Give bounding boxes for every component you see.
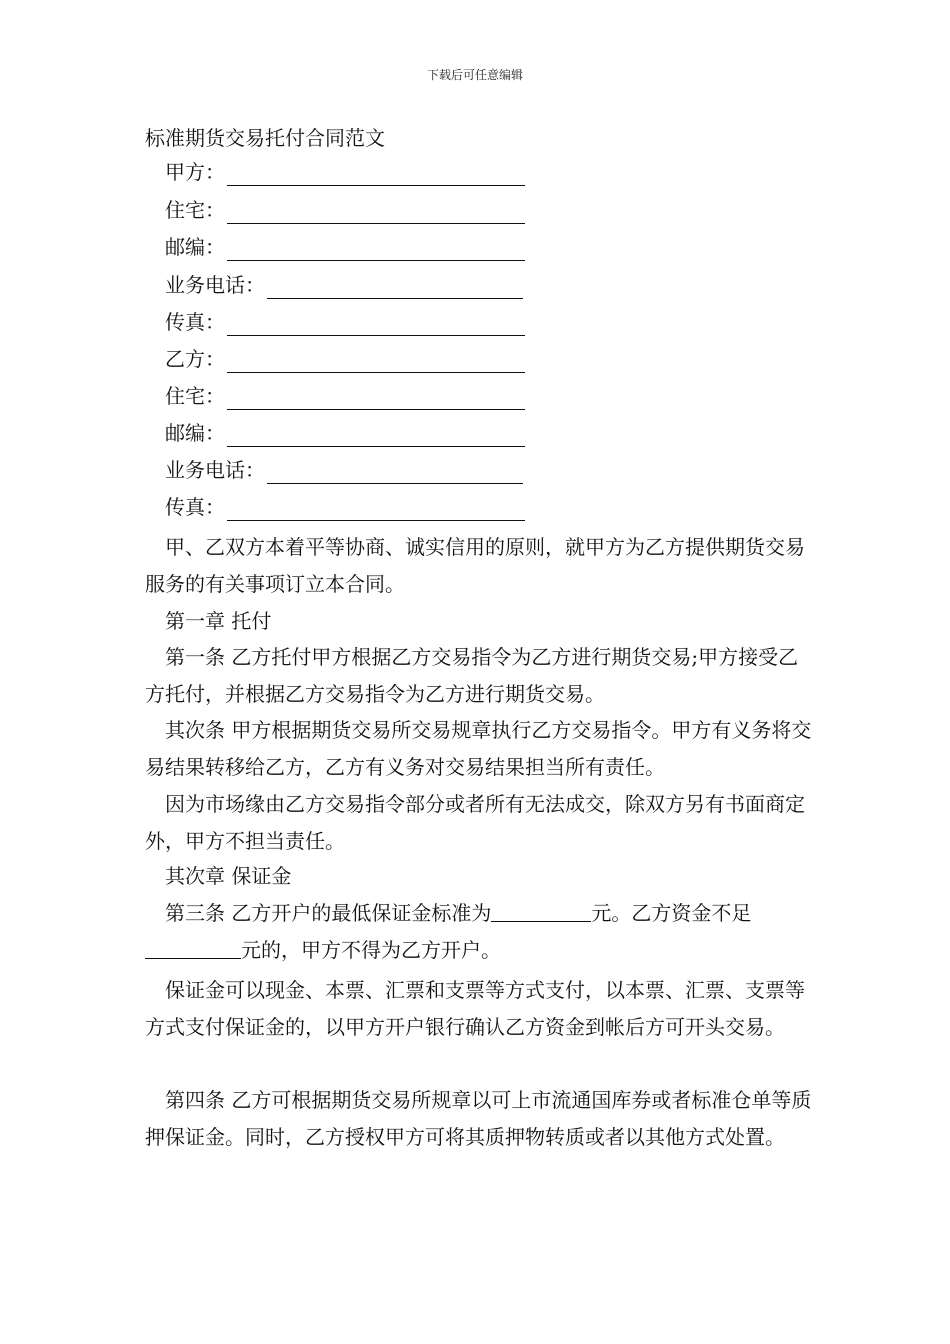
article-3-part-c: 元的，甲方不得为乙方开户。 — [241, 937, 501, 962]
article-2: 其次条 甲方根据期货交易所交易规章执行乙方交易指令。甲方有义务将交易结果转移给乙方，乙方有义务对交易结果担当所有责任。 — [145, 718, 812, 779]
fill-blank — [227, 424, 525, 447]
fill-blank — [227, 163, 525, 186]
liability-paragraph: 因为市场缘由乙方交易指令部分或者所有无法成交，除双方另有书面商定外，甲方不担当责任。 — [145, 792, 805, 853]
fill-blank — [145, 938, 241, 959]
article-3 — [145, 895, 815, 968]
chapter-2-heading: 其次章 保证金 — [165, 864, 292, 888]
fill-blank — [267, 276, 523, 299]
field-label: 甲方： — [165, 160, 225, 184]
fill-blank — [227, 498, 525, 521]
field-party-a-phone — [165, 271, 523, 299]
field-party-b-fax — [165, 493, 525, 521]
header-note: 下载后可任意编辑 — [426, 68, 523, 82]
fill-blank — [227, 350, 525, 373]
field-party-a-fax — [165, 308, 525, 336]
article-3-part-b: 元。乙方资金不足 — [591, 901, 752, 925]
field-party-b-phone — [165, 456, 523, 484]
article-3-part-a: 第三条 乙方开户的最低保证金标准为 — [165, 901, 492, 925]
field-label: 乙方： — [165, 347, 225, 371]
fill-blank — [227, 313, 525, 336]
field-label: 业务电话： — [165, 273, 265, 297]
field-party-a — [165, 158, 525, 186]
fill-blank — [227, 238, 525, 261]
field-label: 传真： — [165, 310, 225, 334]
article-4: 第四条 乙方可根据期货交易所规章以可上市流通国库券或者标准仓单等质押保证金。同时，乙方授权甲方可将其质押物转质或者以其他方式处置。 — [145, 1088, 812, 1149]
field-label: 住宅： — [165, 384, 225, 408]
deposit-paragraph: 保证金可以现金、本票、汇票和支票等方式支付，以本票、汇票、支票等方式支付保证金的，以甲方开户银行确认乙方资金到帐后方可开头交易。 — [145, 978, 805, 1039]
field-party-a-postcode — [165, 233, 525, 261]
fill-blank — [227, 201, 525, 224]
preamble-paragraph: 甲、乙双方本着平等协商、诚实信用的原则，就甲方为乙方提供期货交易服务的有关事项订立本合同。 — [145, 535, 805, 596]
field-party-b-address — [165, 382, 525, 410]
field-label: 邮编： — [165, 421, 225, 445]
field-party-b-postcode — [165, 419, 525, 447]
field-label: 邮编： — [165, 235, 225, 259]
fill-blank — [491, 901, 591, 922]
field-party-a-address — [165, 196, 525, 224]
document-title: 标准期货交易托付合同范文 — [145, 126, 385, 150]
field-label: 住宅： — [165, 198, 225, 222]
article-1: 第一条 乙方托付甲方根据乙方交易指令为乙方进行期货交易;甲方接受乙方托付，并根据乙方交易指令为乙方进行期货交易。 — [145, 645, 799, 706]
fill-blank — [227, 387, 525, 410]
field-party-b — [165, 345, 525, 373]
fill-blank — [267, 461, 523, 484]
field-label: 传真： — [165, 495, 225, 519]
field-label: 业务电话： — [165, 458, 265, 482]
chapter-1-heading: 第一章 托付 — [165, 609, 272, 633]
